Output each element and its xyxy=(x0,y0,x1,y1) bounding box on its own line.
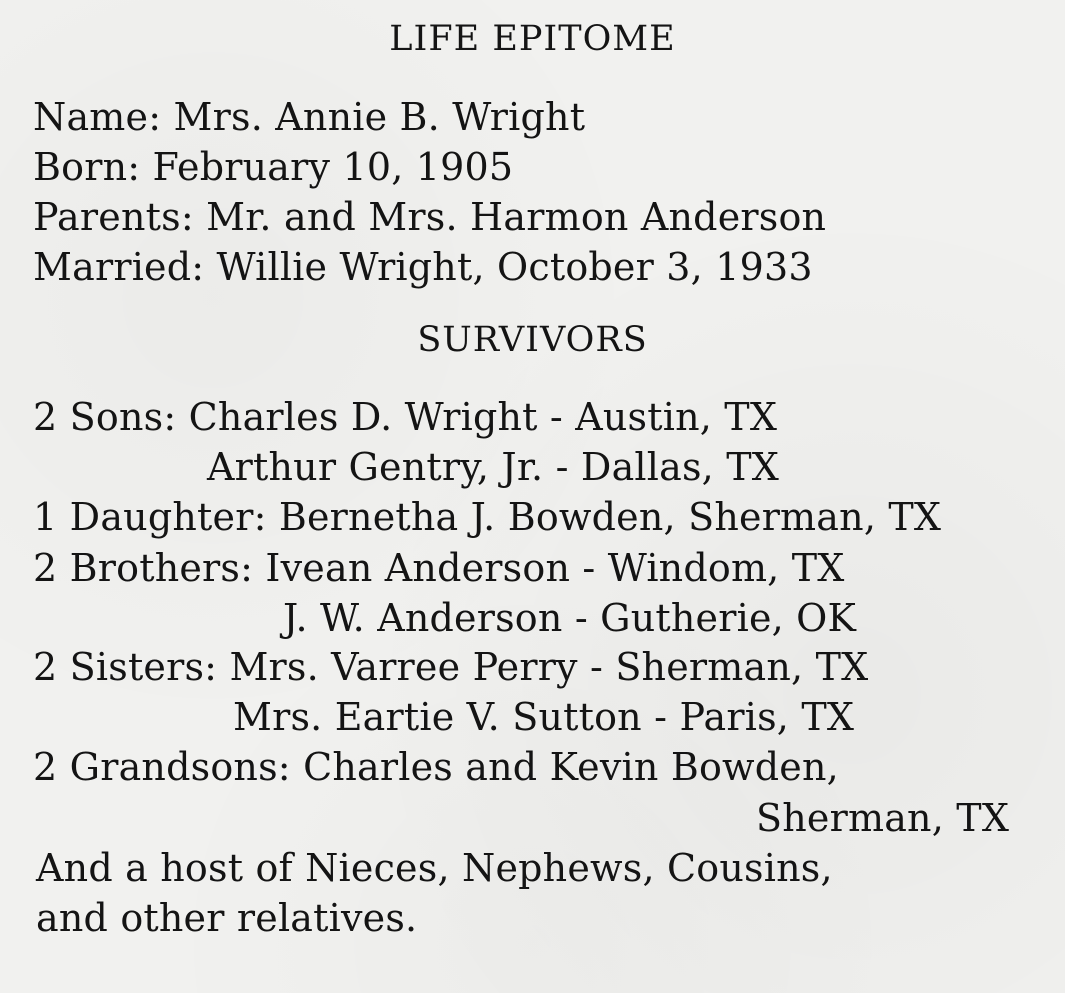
daughter-label: 1 Daughter: xyxy=(33,495,267,539)
name-label: Name: xyxy=(33,95,162,139)
brother-entry-line xyxy=(283,596,857,640)
son-entry-line xyxy=(207,445,780,489)
grandsons-location: Sherman, TX xyxy=(756,796,1010,840)
married-label: Married: xyxy=(33,245,205,289)
sister-entry-line xyxy=(233,695,855,739)
sister-entry: Mrs. Eartie V. Sutton - Paris, TX xyxy=(233,695,855,739)
sons-label: 2 Sons: xyxy=(33,395,177,439)
survivors-heading: SURVIVORS xyxy=(417,320,648,360)
name-line xyxy=(33,95,586,139)
brother-entry: J. W. Anderson - Gutherie, OK xyxy=(283,596,857,640)
brothers-line xyxy=(33,546,845,590)
parents-line xyxy=(33,195,827,239)
brothers-label: 2 Brothers: xyxy=(33,546,254,590)
born-line xyxy=(33,145,514,189)
name-value: Mrs. Annie B. Wright xyxy=(173,95,586,139)
parents-label: Parents: xyxy=(33,195,194,239)
closing-line: and other relatives. xyxy=(36,896,418,940)
married-line xyxy=(33,245,813,289)
sisters-line xyxy=(33,645,869,689)
sister-entry: Mrs. Varree Perry - Sherman, TX xyxy=(229,645,869,689)
daughter-line xyxy=(33,495,942,539)
born-label: Born: xyxy=(33,145,141,189)
grandsons-label: 2 Grandsons: xyxy=(33,745,291,789)
grandsons-entry: Charles and Kevin Bowden, xyxy=(303,745,839,789)
closing-line: And a host of Nieces, Nephews, Cousins, xyxy=(36,846,833,890)
grandsons-line xyxy=(33,745,839,789)
born-value: February 10, 1905 xyxy=(152,145,514,189)
married-value: Willie Wright, October 3, 1933 xyxy=(216,245,813,289)
page-title: LIFE EPITOME xyxy=(389,19,676,59)
sisters-label: 2 Sisters: xyxy=(33,645,218,689)
sons-line xyxy=(33,395,778,439)
parents-value: Mr. and Mrs. Harmon Anderson xyxy=(206,195,827,239)
brother-entry: Ivean Anderson - Windom, TX xyxy=(265,546,845,590)
son-entry: Charles D. Wright - Austin, TX xyxy=(188,395,778,439)
son-entry: Arthur Gentry, Jr. - Dallas, TX xyxy=(207,445,780,489)
daughter-entry: Bernetha J. Bowden, Sherman, TX xyxy=(278,495,942,539)
grandsons-location-line xyxy=(756,796,1010,840)
